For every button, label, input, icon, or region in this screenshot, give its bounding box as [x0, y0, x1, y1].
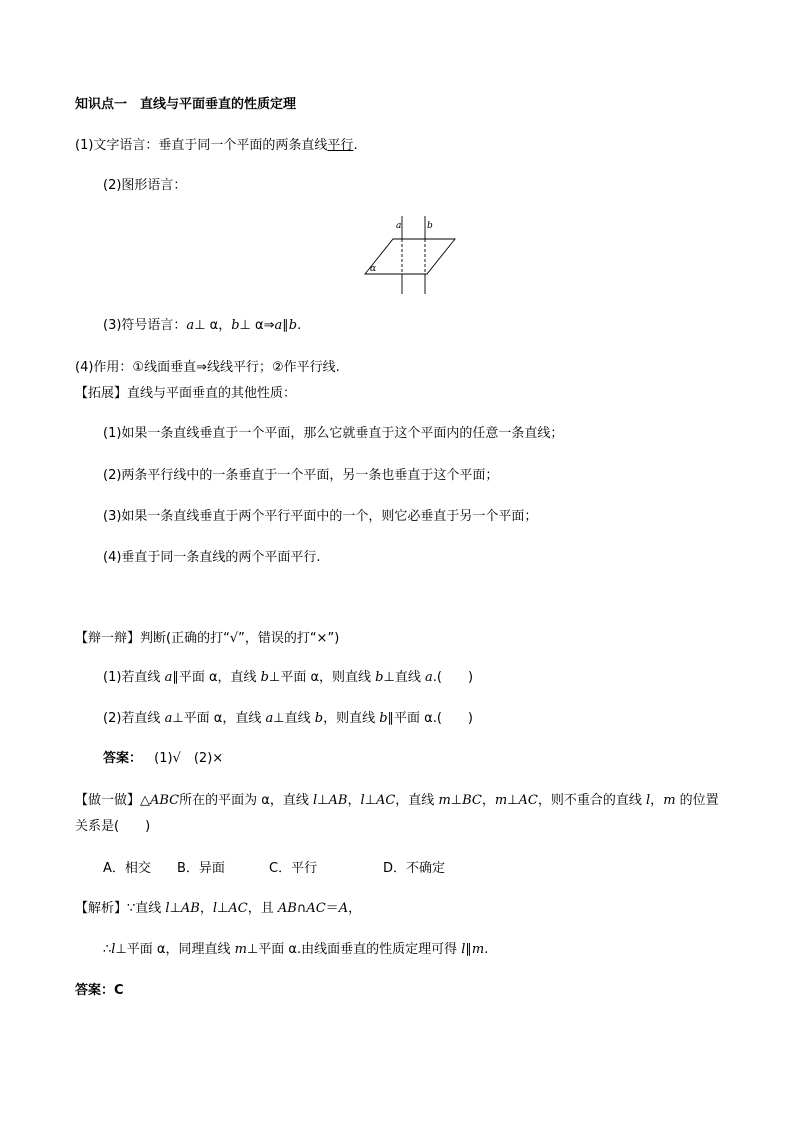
debate-answer-value: (1)√ (2)×	[154, 751, 224, 766]
analysis-text: ＝	[325, 901, 339, 916]
q2-text: ⊥直线	[273, 711, 315, 726]
text-language-suffix: .	[353, 138, 358, 153]
q1-var: b	[260, 670, 269, 685]
symbol-a2: a	[274, 318, 283, 333]
doit-var: AC	[518, 793, 538, 808]
doit-var: ABC	[150, 793, 180, 808]
extend-item: (1)如果一条直线垂直于一个平面，那么它就垂直于这个平面内的任意一条直线；	[103, 426, 564, 441]
symbol-end: .	[297, 318, 302, 333]
q1-text: ∥平面 α，直线	[172, 670, 261, 685]
doit-text: ⊥	[317, 793, 329, 808]
doit-var: m	[494, 793, 508, 808]
q2-var: a	[164, 711, 173, 726]
doit-var: l	[312, 793, 318, 808]
q1-var: a	[424, 670, 433, 685]
analysis-text: ∥	[465, 942, 472, 957]
debate-question-2	[103, 711, 473, 727]
doit-line-2: 关系是( )	[75, 819, 151, 834]
analysis-var: AC	[306, 901, 326, 916]
doit-text: 【做一做】△	[75, 793, 150, 808]
q2-text: ，则直线	[323, 711, 380, 726]
analysis-var: l	[165, 901, 170, 916]
label-a: a	[396, 221, 402, 231]
analysis-var: l	[212, 901, 218, 916]
text-language-line	[75, 138, 358, 154]
analysis-text: ⊥平面 α，同理直线	[115, 942, 235, 957]
q1-text: .( )	[432, 670, 474, 685]
q2-var: a	[265, 711, 274, 726]
analysis-var: m	[234, 942, 247, 957]
symbol-language-line	[103, 318, 301, 334]
doit-text: ，	[650, 793, 664, 808]
section-title: 知识点一 直线与平面垂直的性质定理	[75, 97, 297, 112]
doit-text: ，	[347, 793, 361, 808]
debate-question-1	[103, 670, 473, 686]
symbol-p3: ∥	[282, 318, 289, 333]
debate-answer	[103, 751, 223, 767]
doit-line-1	[75, 793, 719, 809]
doit-text: ⊥	[507, 793, 519, 808]
doit-text: 的位置	[675, 793, 719, 808]
analysis-text: 【解析】∵直线	[75, 901, 166, 916]
analysis-text: ⊥	[217, 901, 229, 916]
doit-var: l	[360, 793, 365, 808]
doit-var: AB	[328, 793, 348, 808]
analysis-text: .	[484, 942, 489, 957]
q2-text: ⊥平面 α，直线	[172, 711, 266, 726]
analysis-text: ⊥平面 α.由线面垂直的性质定理可得	[246, 942, 462, 957]
q1-var: a	[164, 670, 173, 685]
label-b: b	[427, 221, 433, 231]
option-d: D．不确定	[383, 861, 446, 876]
analysis-var: AC	[228, 901, 248, 916]
analysis-text: ∴	[103, 942, 112, 957]
doit-var: l	[646, 793, 651, 808]
doit-text: ，	[481, 793, 495, 808]
q2-text: (2)若直线	[103, 711, 165, 726]
symbol-prefix: (3)符号语言：	[103, 318, 187, 333]
text-language-underlined: 平行	[327, 138, 354, 153]
analysis-var: A	[338, 901, 349, 916]
q1-var: b	[375, 670, 384, 685]
use-line: (4)作用：①线面垂直⇒线线平行；②作平行线.	[75, 360, 340, 375]
graphic-language-label: (2)图形语言：	[103, 178, 187, 193]
analysis-text: ∩	[296, 901, 307, 916]
doit-text: ，直线	[395, 793, 439, 808]
doit-text: ⊥	[450, 793, 463, 808]
symbol-b: b	[231, 318, 240, 333]
label-alpha: α	[370, 264, 377, 274]
q2-var: b	[314, 711, 324, 726]
analysis-text: ，	[348, 901, 362, 916]
doit-text: ，则不重合的直线	[537, 793, 646, 808]
extend-item: (4)垂直于同一条直线的两个平面平行.	[103, 550, 321, 565]
doit-var: m	[438, 793, 451, 808]
debate-title: 【辩一辩】判断(正确的打“√”，错误的打“×”)	[75, 631, 340, 646]
doit-var: BC	[462, 793, 482, 808]
analysis-line-2	[103, 942, 488, 958]
extend-item: (3)如果一条直线垂直于两个平行平面中的一个，则它必垂直于另一个平面；	[103, 509, 538, 524]
symbol-p1: ⊥ α，	[194, 318, 232, 333]
option-c: C．平行	[269, 861, 318, 876]
doit-var: AC	[375, 793, 396, 808]
analysis-text: ，	[199, 901, 213, 916]
analysis-var: l	[111, 942, 116, 957]
plane-alpha	[365, 239, 455, 274]
text-language-prefix: (1)文字语言：垂直于同一个平面的两条直线	[75, 138, 328, 153]
extend-item: (2)两条平行线中的一条垂直于一个平面，另一条也垂直于这个平面；	[103, 468, 499, 483]
symbol-a: a	[186, 318, 195, 333]
q1-text: (1)若直线	[103, 670, 165, 685]
analysis-var: m	[471, 942, 485, 957]
doit-text: 所在的平面为 α，直线	[179, 793, 313, 808]
extend-title: 【拓展】直线与平面垂直的其他性质：	[75, 386, 297, 401]
analysis-text: ⊥	[169, 901, 181, 916]
analysis-var: l	[461, 942, 466, 957]
q1-text: ⊥平面 α，则直线	[269, 670, 376, 685]
option-a: A．相交	[103, 861, 151, 876]
symbol-b2: b	[288, 318, 298, 333]
doit-text: ⊥	[364, 793, 376, 808]
debate-answer-label: 答案：	[103, 751, 143, 766]
q2-var: b	[379, 711, 388, 726]
option-b: B．异面	[177, 861, 225, 876]
plane-perpendicular-figure	[360, 212, 460, 298]
final-answer: 答案：C	[75, 983, 124, 998]
analysis-text: ，且	[247, 901, 278, 916]
analysis-var: AB	[277, 901, 297, 916]
analysis-line-1	[75, 901, 361, 917]
analysis-var: AB	[180, 901, 200, 916]
q1-text: ⊥直线	[383, 670, 425, 685]
symbol-p2: ⊥ α⇒	[239, 318, 275, 333]
q2-text: ∥平面 α.( )	[387, 711, 474, 726]
doit-var: m	[663, 793, 676, 808]
